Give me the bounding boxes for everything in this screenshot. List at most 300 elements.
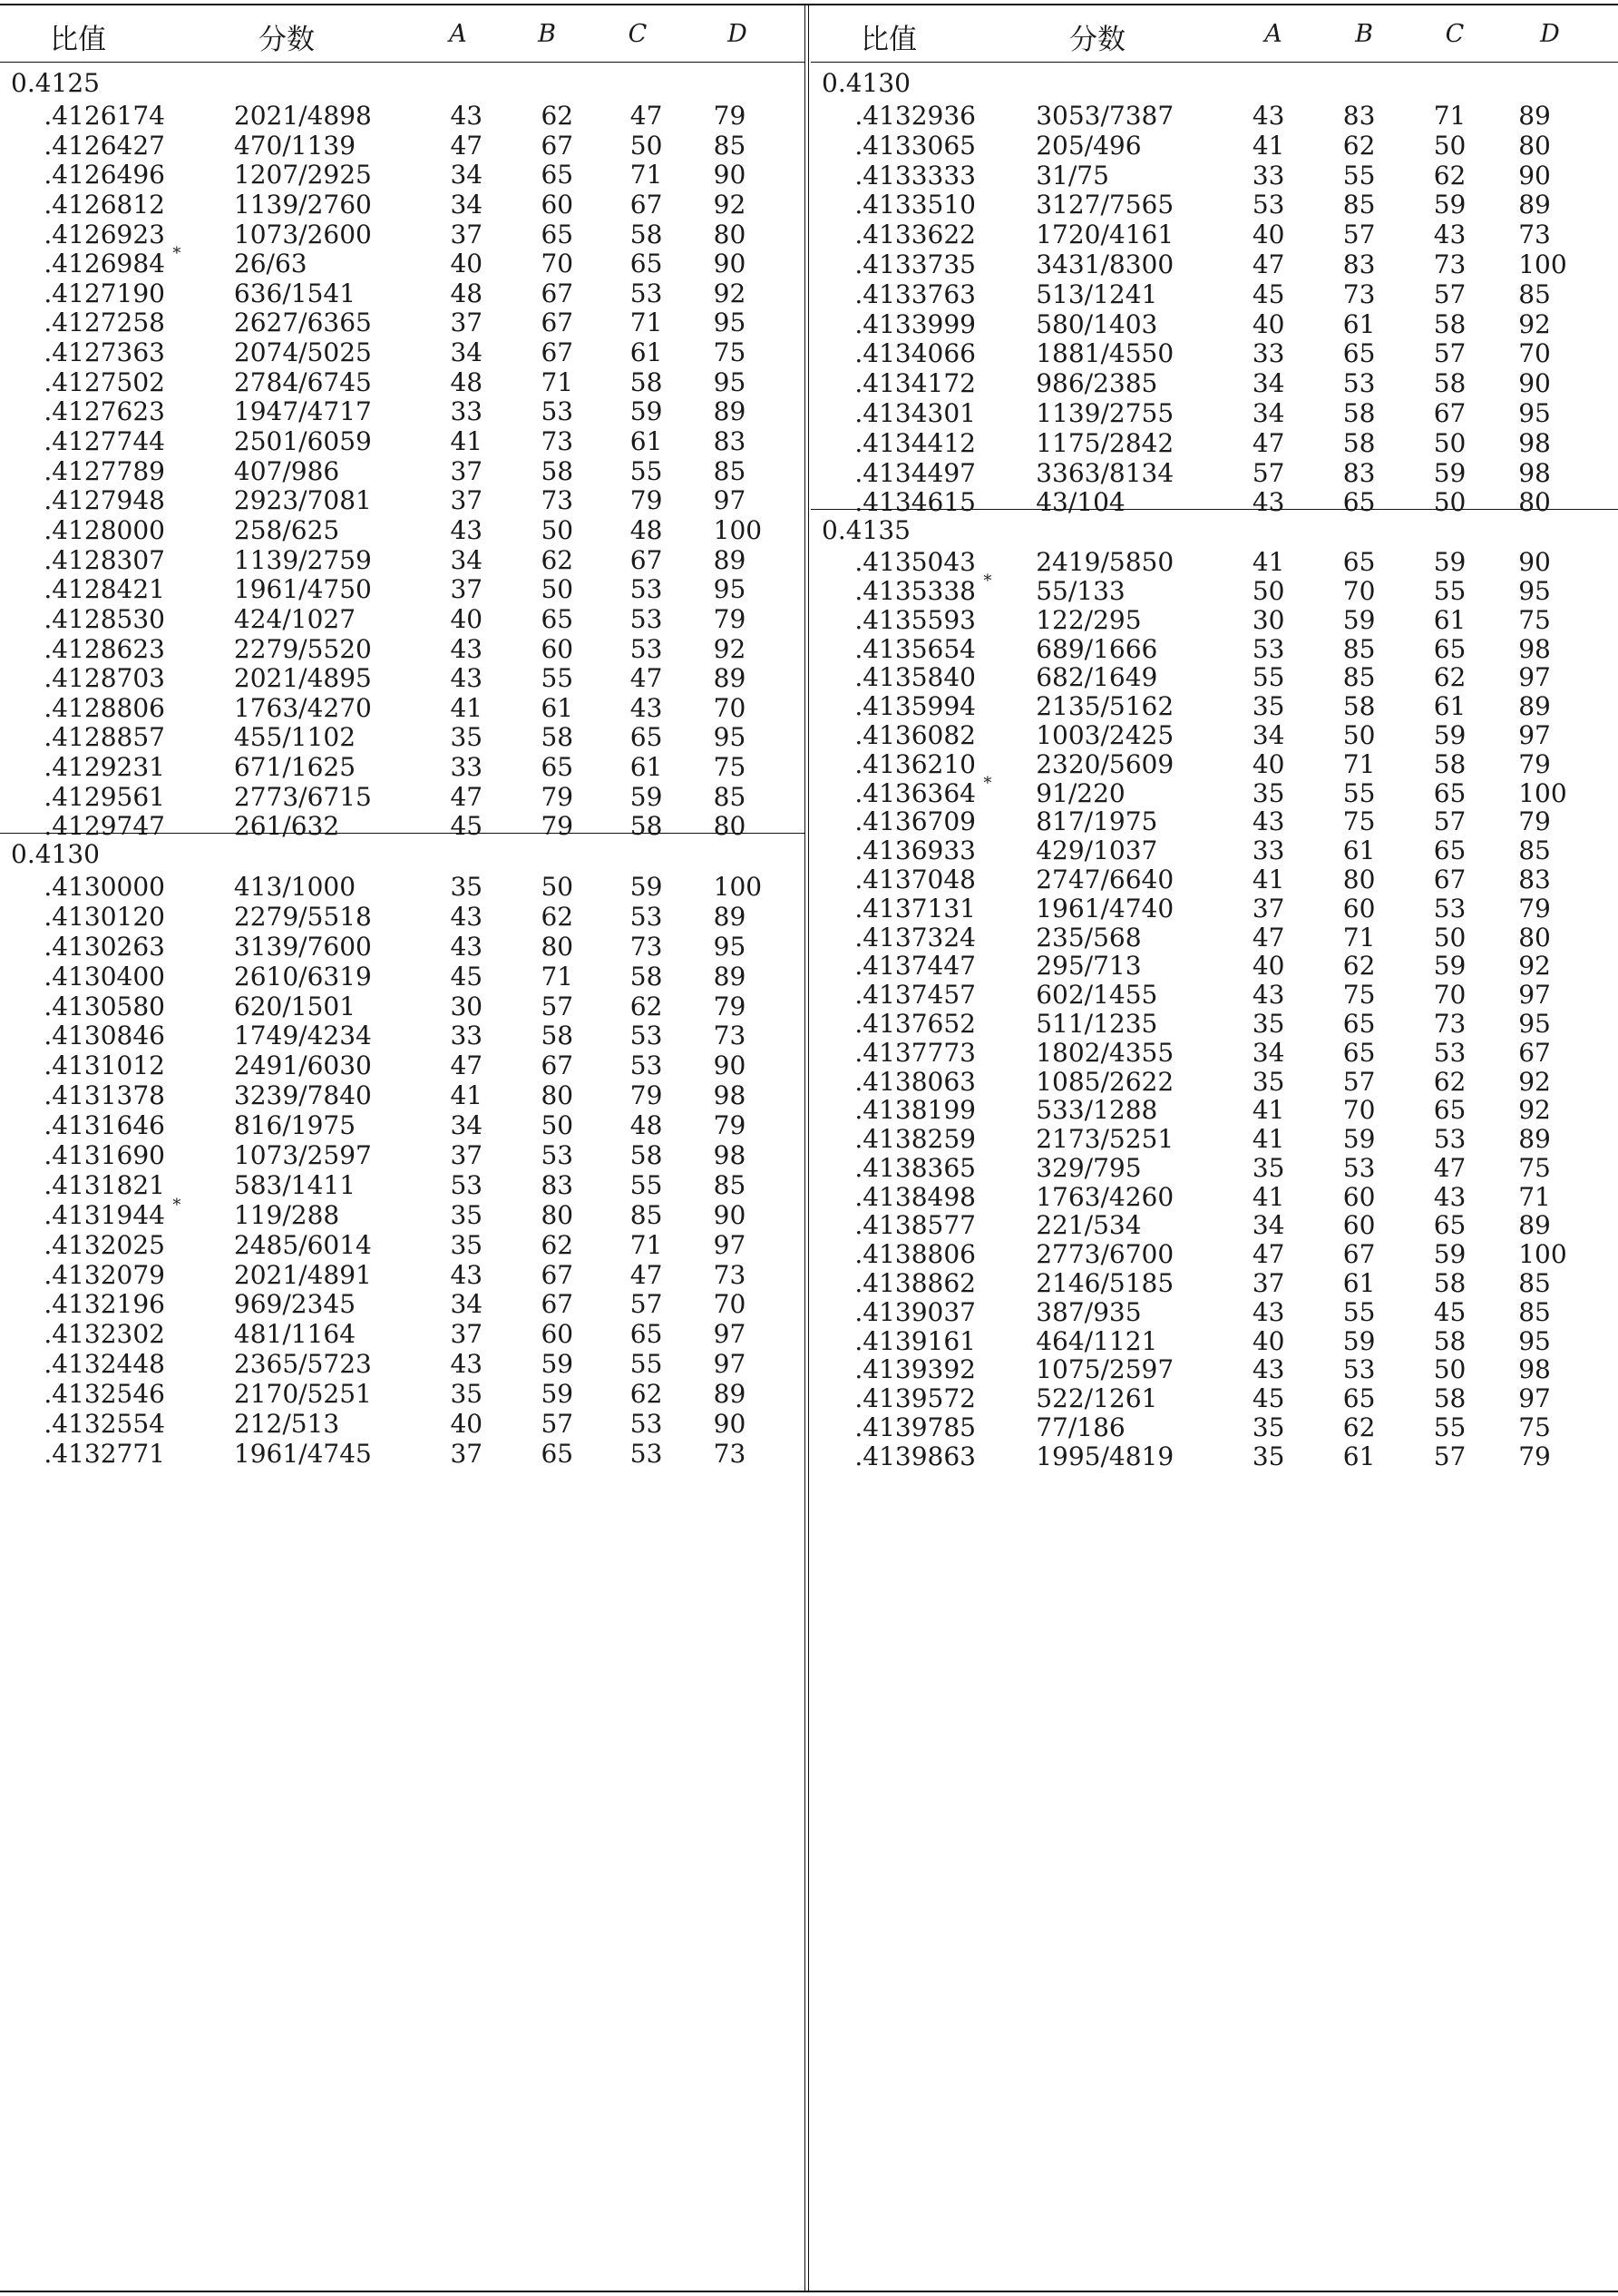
cell-c: 61: [629, 752, 663, 783]
cell-a: 30: [450, 991, 483, 1021]
cell-d: 79: [1518, 748, 1551, 779]
table-row: [811, 1375, 1618, 1414]
cell-b: 80: [541, 1080, 574, 1111]
cell-d: 79: [713, 991, 746, 1021]
cell-c: 62: [1433, 1066, 1467, 1097]
cell-ratio: .4138498: [854, 1181, 976, 1212]
cell-d: 79: [1518, 1441, 1551, 1471]
cell-b: 65: [541, 1438, 574, 1469]
cell-c: 55: [629, 1169, 663, 1200]
cell-d: 73: [713, 1021, 746, 1051]
table-row: [0, 151, 804, 191]
cell-a: 35: [1252, 1152, 1285, 1183]
table-row: [0, 1072, 804, 1111]
cell-ratio: .4126984: [44, 249, 165, 279]
cell-ratio: .4133763: [854, 278, 976, 309]
cell-b: 58: [1342, 397, 1376, 428]
cell-d: 90: [1518, 368, 1551, 399]
cell-b: 61: [1342, 1441, 1376, 1471]
cell-fraction: 2627/6365: [233, 308, 372, 338]
cell-b: 60: [1342, 893, 1376, 923]
cell-a: 40: [1252, 1325, 1285, 1356]
cell-fraction: 1961/4750: [233, 574, 372, 605]
table-row: [811, 181, 1618, 220]
cell-b: 83: [1342, 457, 1376, 488]
cell-fraction: 329/795: [1036, 1152, 1142, 1183]
cell-fraction: 986/2385: [1036, 368, 1158, 399]
cell-b: 53: [1342, 1354, 1376, 1385]
cell-ratio: .4138862: [854, 1268, 976, 1299]
cell-d: 67: [1518, 1037, 1551, 1068]
bottom-rule: [0, 2291, 1618, 2292]
cell-ratio: .4127363: [44, 337, 165, 368]
cell-b: 58: [541, 722, 574, 753]
cell-d: 85: [1518, 835, 1551, 866]
cell-a: 34: [450, 1289, 483, 1320]
table-row: [811, 654, 1618, 693]
cell-ratio: .4128703: [44, 663, 165, 694]
cell-ratio: .4135338: [854, 575, 976, 606]
cell-fraction: 1802/4355: [1036, 1037, 1175, 1068]
cell-b: 60: [1342, 1181, 1376, 1212]
cell-ratio: .4126923: [44, 219, 165, 249]
cell-c: 57: [1433, 1441, 1467, 1471]
cell-a: 35: [450, 1379, 483, 1410]
cell-fraction: 2773/6715: [233, 781, 372, 812]
cell-b: 62: [541, 1229, 574, 1260]
asterisk-mark: *: [172, 1195, 181, 1215]
table-row: [811, 827, 1618, 866]
cell-d: 75: [1518, 604, 1551, 635]
cell-d: 85: [1518, 278, 1551, 309]
header-a: A: [1264, 20, 1282, 48]
cell-b: 59: [541, 1379, 574, 1410]
cell-c: 71: [629, 308, 663, 338]
cell-c: 65: [629, 722, 663, 753]
table-row: [811, 597, 1618, 635]
cell-c: 53: [629, 1409, 663, 1440]
table-header: [0, 5, 804, 63]
cell-a: 57: [1252, 457, 1285, 488]
cell-d: 70: [1518, 338, 1551, 369]
cell-ratio: .4136082: [854, 719, 976, 750]
table-row: [811, 241, 1618, 279]
cell-d: 80: [1518, 922, 1551, 953]
table-row: [811, 1174, 1618, 1212]
cell-fraction: 2773/6700: [1036, 1239, 1175, 1270]
cell-c: 43: [1433, 220, 1467, 250]
cell-c: 48: [629, 1110, 663, 1141]
cell-d: 89: [713, 901, 746, 932]
cell-a: 47: [450, 130, 483, 161]
table-row: [811, 152, 1618, 191]
cell-a: 41: [1252, 1124, 1285, 1155]
cell-b: 59: [541, 1349, 574, 1380]
table-row: [811, 943, 1618, 982]
cell-b: 53: [1342, 1152, 1376, 1183]
cell-ratio: .4138063: [854, 1066, 976, 1097]
cell-ratio: .4134497: [854, 457, 976, 488]
table-row: [811, 390, 1618, 428]
cell-fraction: 511/1235: [1036, 1008, 1158, 1039]
cell-b: 57: [541, 1409, 574, 1440]
cell-d: 97: [1518, 719, 1551, 750]
cell-fraction: 464/1121: [1036, 1325, 1158, 1356]
cell-a: 34: [450, 337, 483, 368]
cell-a: 43: [450, 931, 483, 962]
cell-a: 40: [450, 249, 483, 279]
cell-b: 55: [1342, 777, 1376, 808]
cell-b: 61: [1342, 308, 1376, 339]
asterisk-mark: *: [983, 773, 992, 793]
cell-fraction: 1175/2842: [1036, 427, 1175, 458]
cell-ratio: .4135593: [854, 604, 976, 635]
cell-c: 67: [1433, 397, 1467, 428]
cell-a: 43: [1252, 101, 1285, 131]
cell-ratio: .4134066: [854, 338, 976, 369]
cell-ratio: .4137652: [854, 1008, 976, 1039]
cell-d: 95: [713, 722, 746, 753]
cell-d: 79: [713, 1110, 746, 1141]
cell-c: 67: [1433, 864, 1467, 894]
table-row: [811, 1059, 1618, 1097]
cell-d: 83: [713, 426, 746, 457]
table-row: [0, 1281, 804, 1320]
cell-b: 75: [1342, 806, 1376, 837]
cell-c: 65: [1433, 777, 1467, 808]
table-row: [811, 1116, 1618, 1155]
cell-b: 50: [541, 872, 574, 903]
cell-b: 73: [541, 485, 574, 516]
table-row: [0, 685, 804, 723]
cell-c: 62: [629, 1379, 663, 1410]
table-row: [0, 299, 804, 338]
cell-ratio: .4137447: [854, 951, 976, 982]
cell-c: 50: [1433, 427, 1467, 458]
table-row: [811, 1030, 1618, 1068]
cell-b: 67: [541, 308, 574, 338]
cell-fraction: 3363/8134: [1036, 457, 1175, 488]
cell-b: 83: [1342, 101, 1376, 131]
section-title-row: [811, 509, 1618, 546]
cell-d: 97: [1518, 662, 1551, 693]
cell-c: 50: [629, 130, 663, 161]
cell-fraction: 1881/4550: [1036, 338, 1175, 369]
table-row: [811, 741, 1618, 779]
table-row: [811, 450, 1618, 488]
table-row: [811, 683, 1618, 722]
cell-fraction: 1085/2622: [1036, 1066, 1175, 1097]
left-table-panel: [0, 5, 804, 1469]
cell-fraction: 1749/4234: [233, 1021, 372, 1051]
cell-b: 65: [1342, 547, 1376, 578]
cell-d: 80: [713, 219, 746, 249]
cell-d: 90: [713, 1409, 746, 1440]
asterisk-mark: *: [172, 244, 181, 264]
cell-ratio: .4138806: [854, 1239, 976, 1270]
cell-c: 59: [629, 781, 663, 812]
cell-d: 70: [713, 692, 746, 723]
cell-fraction: 2074/5025: [233, 337, 372, 368]
cell-a: 43: [1252, 487, 1285, 518]
cell-d: 92: [713, 189, 746, 220]
cell-ratio: .4136210: [854, 748, 976, 779]
cell-b: 50: [541, 574, 574, 605]
cell-fraction: 212/513: [233, 1409, 340, 1440]
cell-ratio: .4130580: [44, 991, 165, 1021]
cell-ratio: .4131378: [44, 1080, 165, 1111]
cell-b: 65: [1342, 1008, 1376, 1039]
cell-b: 85: [1342, 633, 1376, 664]
cell-b: 80: [1342, 864, 1376, 894]
cell-fraction: 580/1403: [1036, 308, 1158, 339]
cell-c: 61: [629, 426, 663, 457]
cell-a: 40: [450, 1409, 483, 1440]
cell-c: 58: [1433, 748, 1467, 779]
table-row: [0, 894, 804, 932]
cell-a: 30: [1252, 604, 1285, 635]
cell-c: 73: [1433, 1008, 1467, 1039]
table-row: [0, 566, 804, 605]
header-fraction: 分数: [1069, 24, 1126, 56]
cell-fraction: 221/534: [1036, 1210, 1142, 1241]
cell-a: 43: [450, 101, 483, 131]
cell-d: 73: [1518, 220, 1551, 250]
cell-c: 58: [1433, 308, 1467, 339]
cell-d: 97: [713, 1349, 746, 1380]
cell-d: 95: [713, 308, 746, 338]
cell-a: 47: [1252, 249, 1285, 279]
cell-c: 53: [629, 1021, 663, 1051]
cell-fraction: 295/713: [1036, 951, 1142, 982]
cell-c: 50: [1433, 922, 1467, 953]
cell-fraction: 1139/2760: [233, 189, 372, 220]
cell-c: 58: [1433, 368, 1467, 399]
cell-d: 79: [713, 101, 746, 131]
cell-b: 53: [541, 396, 574, 427]
cell-c: 53: [629, 1438, 663, 1469]
cell-d: 92: [1518, 1095, 1551, 1126]
cell-b: 59: [1342, 604, 1376, 635]
cell-c: 70: [1433, 980, 1467, 1011]
cell-d: 92: [713, 278, 746, 308]
cell-a: 33: [1252, 160, 1285, 191]
cell-c: 53: [629, 1050, 663, 1081]
cell-c: 59: [1433, 547, 1467, 578]
cell-a: 41: [1252, 1095, 1285, 1126]
cell-c: 50: [1433, 130, 1467, 161]
cell-c: 57: [1433, 338, 1467, 369]
cell-b: 55: [1342, 1296, 1376, 1327]
cell-ratio: .4128000: [44, 514, 165, 545]
header-a: A: [449, 20, 467, 48]
cell-fraction: 671/1625: [233, 752, 356, 783]
cell-d: 98: [1518, 427, 1551, 458]
cell-fraction: 55/133: [1036, 575, 1126, 606]
cell-a: 43: [450, 901, 483, 932]
cell-ratio: .4136709: [854, 806, 976, 837]
table-row: [0, 240, 804, 279]
cell-b: 65: [541, 219, 574, 249]
table-row: [0, 803, 804, 842]
cell-fraction: 26/63: [233, 249, 307, 279]
cell-c: 62: [629, 991, 663, 1021]
cell-fraction: 1003/2425: [1036, 719, 1175, 750]
cell-d: 90: [1518, 547, 1551, 578]
cell-a: 47: [1252, 922, 1285, 953]
cell-b: 61: [1342, 1268, 1376, 1299]
cell-a: 43: [450, 633, 483, 664]
cell-ratio: .4137773: [854, 1037, 976, 1068]
cell-fraction: 122/295: [1036, 604, 1142, 635]
cell-ratio: .4132771: [44, 1438, 165, 1469]
cell-fraction: 3239/7840: [233, 1080, 372, 1111]
cell-b: 85: [1342, 662, 1376, 693]
cell-fraction: 816/1975: [233, 1110, 356, 1141]
cell-ratio: .4132448: [44, 1349, 165, 1380]
cell-a: 35: [1252, 1441, 1285, 1471]
cell-d: 85: [713, 455, 746, 486]
cell-a: 41: [1252, 130, 1285, 161]
table-row: [0, 1252, 804, 1290]
cell-c: 45: [1433, 1296, 1467, 1327]
cell-fraction: 1995/4819: [1036, 1441, 1175, 1471]
cell-a: 34: [450, 189, 483, 220]
cell-fraction: 1073/2600: [233, 219, 372, 249]
cell-d: 85: [713, 1169, 746, 1200]
cell-d: 95: [713, 931, 746, 962]
cell-b: 79: [541, 811, 574, 842]
table-row: [811, 1318, 1618, 1356]
cell-ratio: .4129231: [44, 752, 165, 783]
cell-fraction: 1139/2759: [233, 544, 372, 575]
cell-c: 59: [1433, 719, 1467, 750]
table-row: [811, 1001, 1618, 1039]
cell-d: 90: [713, 1199, 746, 1230]
cell-b: 65: [541, 603, 574, 634]
cell-c: 73: [629, 931, 663, 962]
table-row: [811, 1145, 1618, 1183]
cell-a: 43: [450, 1259, 483, 1290]
cell-a: 33: [450, 1021, 483, 1051]
cell-ratio: .4133510: [854, 190, 976, 220]
cell-d: 92: [1518, 951, 1551, 982]
cell-b: 62: [541, 544, 574, 575]
cell-a: 43: [450, 514, 483, 545]
cell-a: 43: [1252, 1296, 1285, 1327]
cell-d: 100: [713, 514, 763, 545]
cell-b: 60: [1342, 1210, 1376, 1241]
cell-b: 60: [541, 189, 574, 220]
cell-c: 58: [629, 366, 663, 397]
cell-a: 37: [450, 1319, 483, 1350]
cell-c: 58: [1433, 1268, 1467, 1299]
cell-a: 34: [1252, 368, 1285, 399]
cell-ratio: .4128530: [44, 603, 165, 634]
cell-ratio: .4137324: [854, 922, 976, 953]
table-row: [811, 1433, 1618, 1471]
cell-c: 57: [629, 1289, 663, 1320]
cell-d: 92: [1518, 308, 1551, 339]
table-row: [0, 1341, 804, 1380]
cell-c: 47: [629, 1259, 663, 1290]
table-row: [811, 479, 1618, 518]
cell-d: 89: [1518, 190, 1551, 220]
cell-b: 65: [541, 752, 574, 783]
cell-a: 33: [1252, 338, 1285, 369]
header-d: D: [727, 20, 747, 48]
cell-b: 67: [541, 337, 574, 368]
cell-a: 41: [1252, 547, 1285, 578]
cell-c: 55: [629, 1349, 663, 1380]
header-c: C: [1445, 20, 1465, 48]
cell-a: 33: [1252, 835, 1285, 866]
cell-a: 47: [450, 1050, 483, 1081]
cell-a: 37: [450, 485, 483, 516]
section-title: 0.4125: [11, 68, 100, 98]
cell-fraction: 969/2345: [233, 1289, 356, 1320]
cell-ratio: .4137457: [854, 980, 976, 1011]
cell-ratio: .4127789: [44, 455, 165, 486]
cell-c: 67: [629, 544, 663, 575]
cell-b: 57: [1342, 220, 1376, 250]
cell-ratio: .4127258: [44, 308, 165, 338]
cell-b: 50: [1342, 719, 1376, 750]
cell-fraction: 407/986: [233, 455, 340, 486]
cell-fraction: 2170/5251: [233, 1379, 372, 1410]
cell-ratio: .4137131: [854, 893, 976, 923]
table-row: [811, 856, 1618, 894]
cell-ratio: .4130263: [44, 931, 165, 962]
header-b: B: [538, 20, 556, 48]
cell-ratio: .4134301: [854, 397, 976, 428]
cell-d: 95: [1518, 1325, 1551, 1356]
cell-fraction: 2135/5162: [1036, 691, 1175, 722]
cell-a: 47: [1252, 427, 1285, 458]
cell-c: 62: [1433, 662, 1467, 693]
section-title: 0.4130: [11, 839, 100, 870]
cell-c: 71: [629, 160, 663, 191]
cell-fraction: 2491/6030: [233, 1050, 372, 1081]
table-row: [0, 507, 804, 545]
cell-ratio: .4132546: [44, 1379, 165, 1410]
cell-fraction: 2146/5185: [1036, 1268, 1175, 1299]
table-row: [811, 1231, 1618, 1270]
cell-ratio: .4134615: [854, 487, 976, 518]
cell-ratio: .4131646: [44, 1110, 165, 1141]
table-row: [0, 329, 804, 368]
cell-c: 55: [629, 455, 663, 486]
cell-a: 45: [1252, 278, 1285, 309]
cell-c: 61: [1433, 691, 1467, 722]
cell-d: 85: [713, 130, 746, 161]
cell-b: 83: [1342, 249, 1376, 279]
cell-fraction: 205/496: [1036, 130, 1142, 161]
cell-c: 58: [629, 219, 663, 249]
cell-b: 62: [1342, 130, 1376, 161]
cell-d: 79: [713, 603, 746, 634]
cell-d: 80: [1518, 487, 1551, 518]
center-double-rule: [804, 4, 809, 2291]
cell-fraction: 387/935: [1036, 1296, 1142, 1327]
cell-d: 73: [713, 1438, 746, 1469]
cell-fraction: 1207/2925: [233, 160, 372, 191]
cell-b: 71: [1342, 922, 1376, 953]
cell-fraction: 1961/4740: [1036, 893, 1175, 923]
cell-ratio: .4131821: [44, 1169, 165, 1200]
cell-ratio: .4135994: [854, 691, 976, 722]
cell-c: 59: [1433, 457, 1467, 488]
